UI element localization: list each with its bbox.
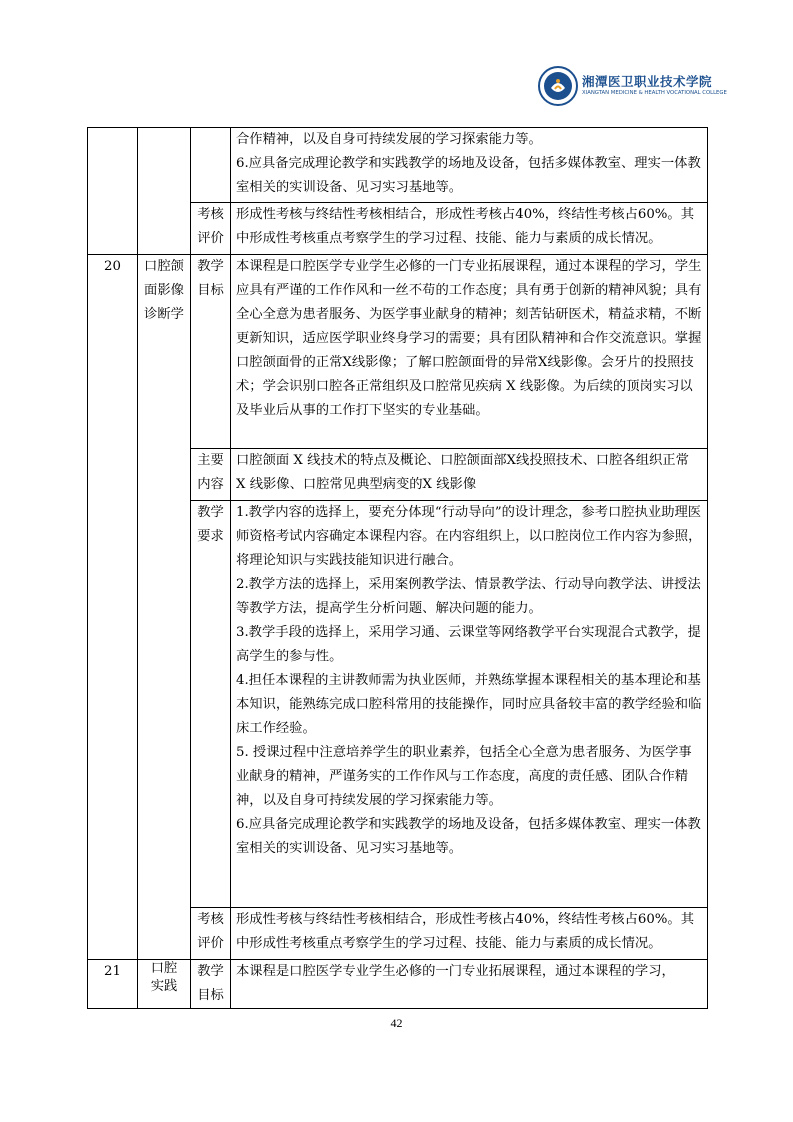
requirements-cell bbox=[231, 128, 708, 203]
requirement-item: 5. 授课过程中注意培养学生的职业素养，包括全心全意为患者服务、为医学事业献身的精神，严谨务实的工作作风与工作态度，高度的责任感、团队合作精神，以及自身可持续发展的学习探索能力等。 bbox=[236, 745, 692, 808]
course-name: 口腔颌面影像诊断学 bbox=[138, 255, 191, 960]
requirement-item: 3.教学手段的选择上，采用学习通、云课堂等网络教学平台实现混合式教学，提高学生的参与性。 bbox=[236, 625, 701, 664]
goal-label: 教学目标 bbox=[191, 255, 231, 449]
requirement-item: 2.教学方法的选择上，采用案例教学法、情景教学法、行动导向教学法、讲授法等教学方法，提高学生分析问题、解决问题的能力。 bbox=[236, 577, 701, 616]
requirements-label: 教学要求 bbox=[191, 501, 231, 908]
goal-cell bbox=[231, 255, 708, 449]
requirements-label-cell bbox=[191, 128, 231, 203]
college-name-cn: 湘潭医卫职业技术学院 bbox=[582, 74, 713, 89]
page-number: 42 bbox=[390, 1016, 403, 1030]
assessment-cell bbox=[231, 908, 708, 960]
content-label: 主要内容 bbox=[191, 449, 231, 501]
assessment-label: 考核评价 bbox=[191, 908, 231, 960]
content-cell bbox=[231, 449, 708, 501]
requirement-item: 4.担任本课程的主讲教师需为执业医师，并熟练掌握本课程相关的基本理论和基本知识，能熟练完成口腔科常用的技能操作，同时应具备较丰富的教学经验和临床工作经验。 bbox=[236, 673, 702, 736]
course-name: 口腔实践 bbox=[138, 960, 191, 1009]
requirement-item: 1.教学内容的选择上，要充分体现“行动导向”的设计理念，参考口腔执业助理医师资格考试内容确定本课程内容。在内容组织上，以口腔岗位工作内容为参照，将理论知识与实践技能知识进行融合。 bbox=[236, 505, 702, 568]
table-row bbox=[88, 960, 708, 1009]
curriculum-table bbox=[87, 127, 708, 1009]
content-text: 口腔颌面 X 线技术的特点及概论、口腔颌面部X线投照技术、口腔各组织正常 X 线影像、口腔常见典型病变的X 线影像 bbox=[236, 453, 689, 492]
goal-cell bbox=[231, 960, 708, 1009]
college-name-en: XIANGTAN MEDICINE & HEALTH VOCATIONAL COLLEGE bbox=[582, 90, 727, 96]
college-emblem-icon bbox=[538, 66, 578, 106]
course-number: 21 bbox=[88, 960, 138, 1009]
goal-label: 教学目标 bbox=[191, 960, 231, 1009]
assessment-cell bbox=[231, 203, 708, 255]
assessment-label: 考核评价 bbox=[191, 203, 231, 255]
requirement-item: 6.应具备完成理论教学和实践教学的场地及设备，包括多媒体教室、理实一体教室相关的实训设备、见习实习基地等。 bbox=[236, 817, 701, 856]
course-number: 20 bbox=[88, 255, 138, 960]
course-name-cell bbox=[138, 128, 191, 255]
assessment-text: 形成性考核与终结性考核相结合，形成性考核占40%，终结性考核占60%。其中形成性考核重点考察学生的学习过程、技能、能力与素质的成长情况。 bbox=[236, 207, 695, 246]
college-logo bbox=[538, 66, 727, 108]
goal-text: 本课程是口腔医学专业学生必修的一门专业拓展课程，通过本课程的学习，学生应具有严谨的工作作风和一丝不苟的工作态度；具有勇于创新的精神风貌；具有全心全意为患者服务、为医学事业献身的精神；刻苦钻研医术，精益求精，不断更新知识，适应医学职业终身学习的需要；具有团队精神和合作交流意识。掌握口腔颌面骨的正常X线影像；了解口腔颌面骨的异常X线影像。会牙片的投照技术；学会识别口腔各正常组织及口腔常见疾病 X 线影像。为后续的顶岗实习以及毕业后从事的工作打下坚实的专业基础。 bbox=[236, 259, 702, 418]
requirement-item: 6.应具备完成理论教学和实践教学的场地及设备，包括多媒体教室、理实一体教室相关的实训设备、见习实习基地等。 bbox=[236, 156, 701, 195]
course-number-cell bbox=[88, 128, 138, 255]
assessment-text: 形成性考核与终结性考核相结合，形成性考核占40%，终结性考核占60%。其中形成性考核重点考察学生的学习过程、技能、能力与素质的成长情况。 bbox=[236, 912, 695, 951]
table-row bbox=[88, 255, 708, 449]
table-row bbox=[88, 128, 708, 203]
requirement-item: 合作精神，以及自身可持续发展的学习探索能力等。 bbox=[236, 132, 542, 147]
goal-text: 本课程是口腔医学专业学生必修的一门专业拓展课程，通过本课程的学习， bbox=[236, 964, 675, 979]
requirements-cell bbox=[231, 501, 708, 908]
